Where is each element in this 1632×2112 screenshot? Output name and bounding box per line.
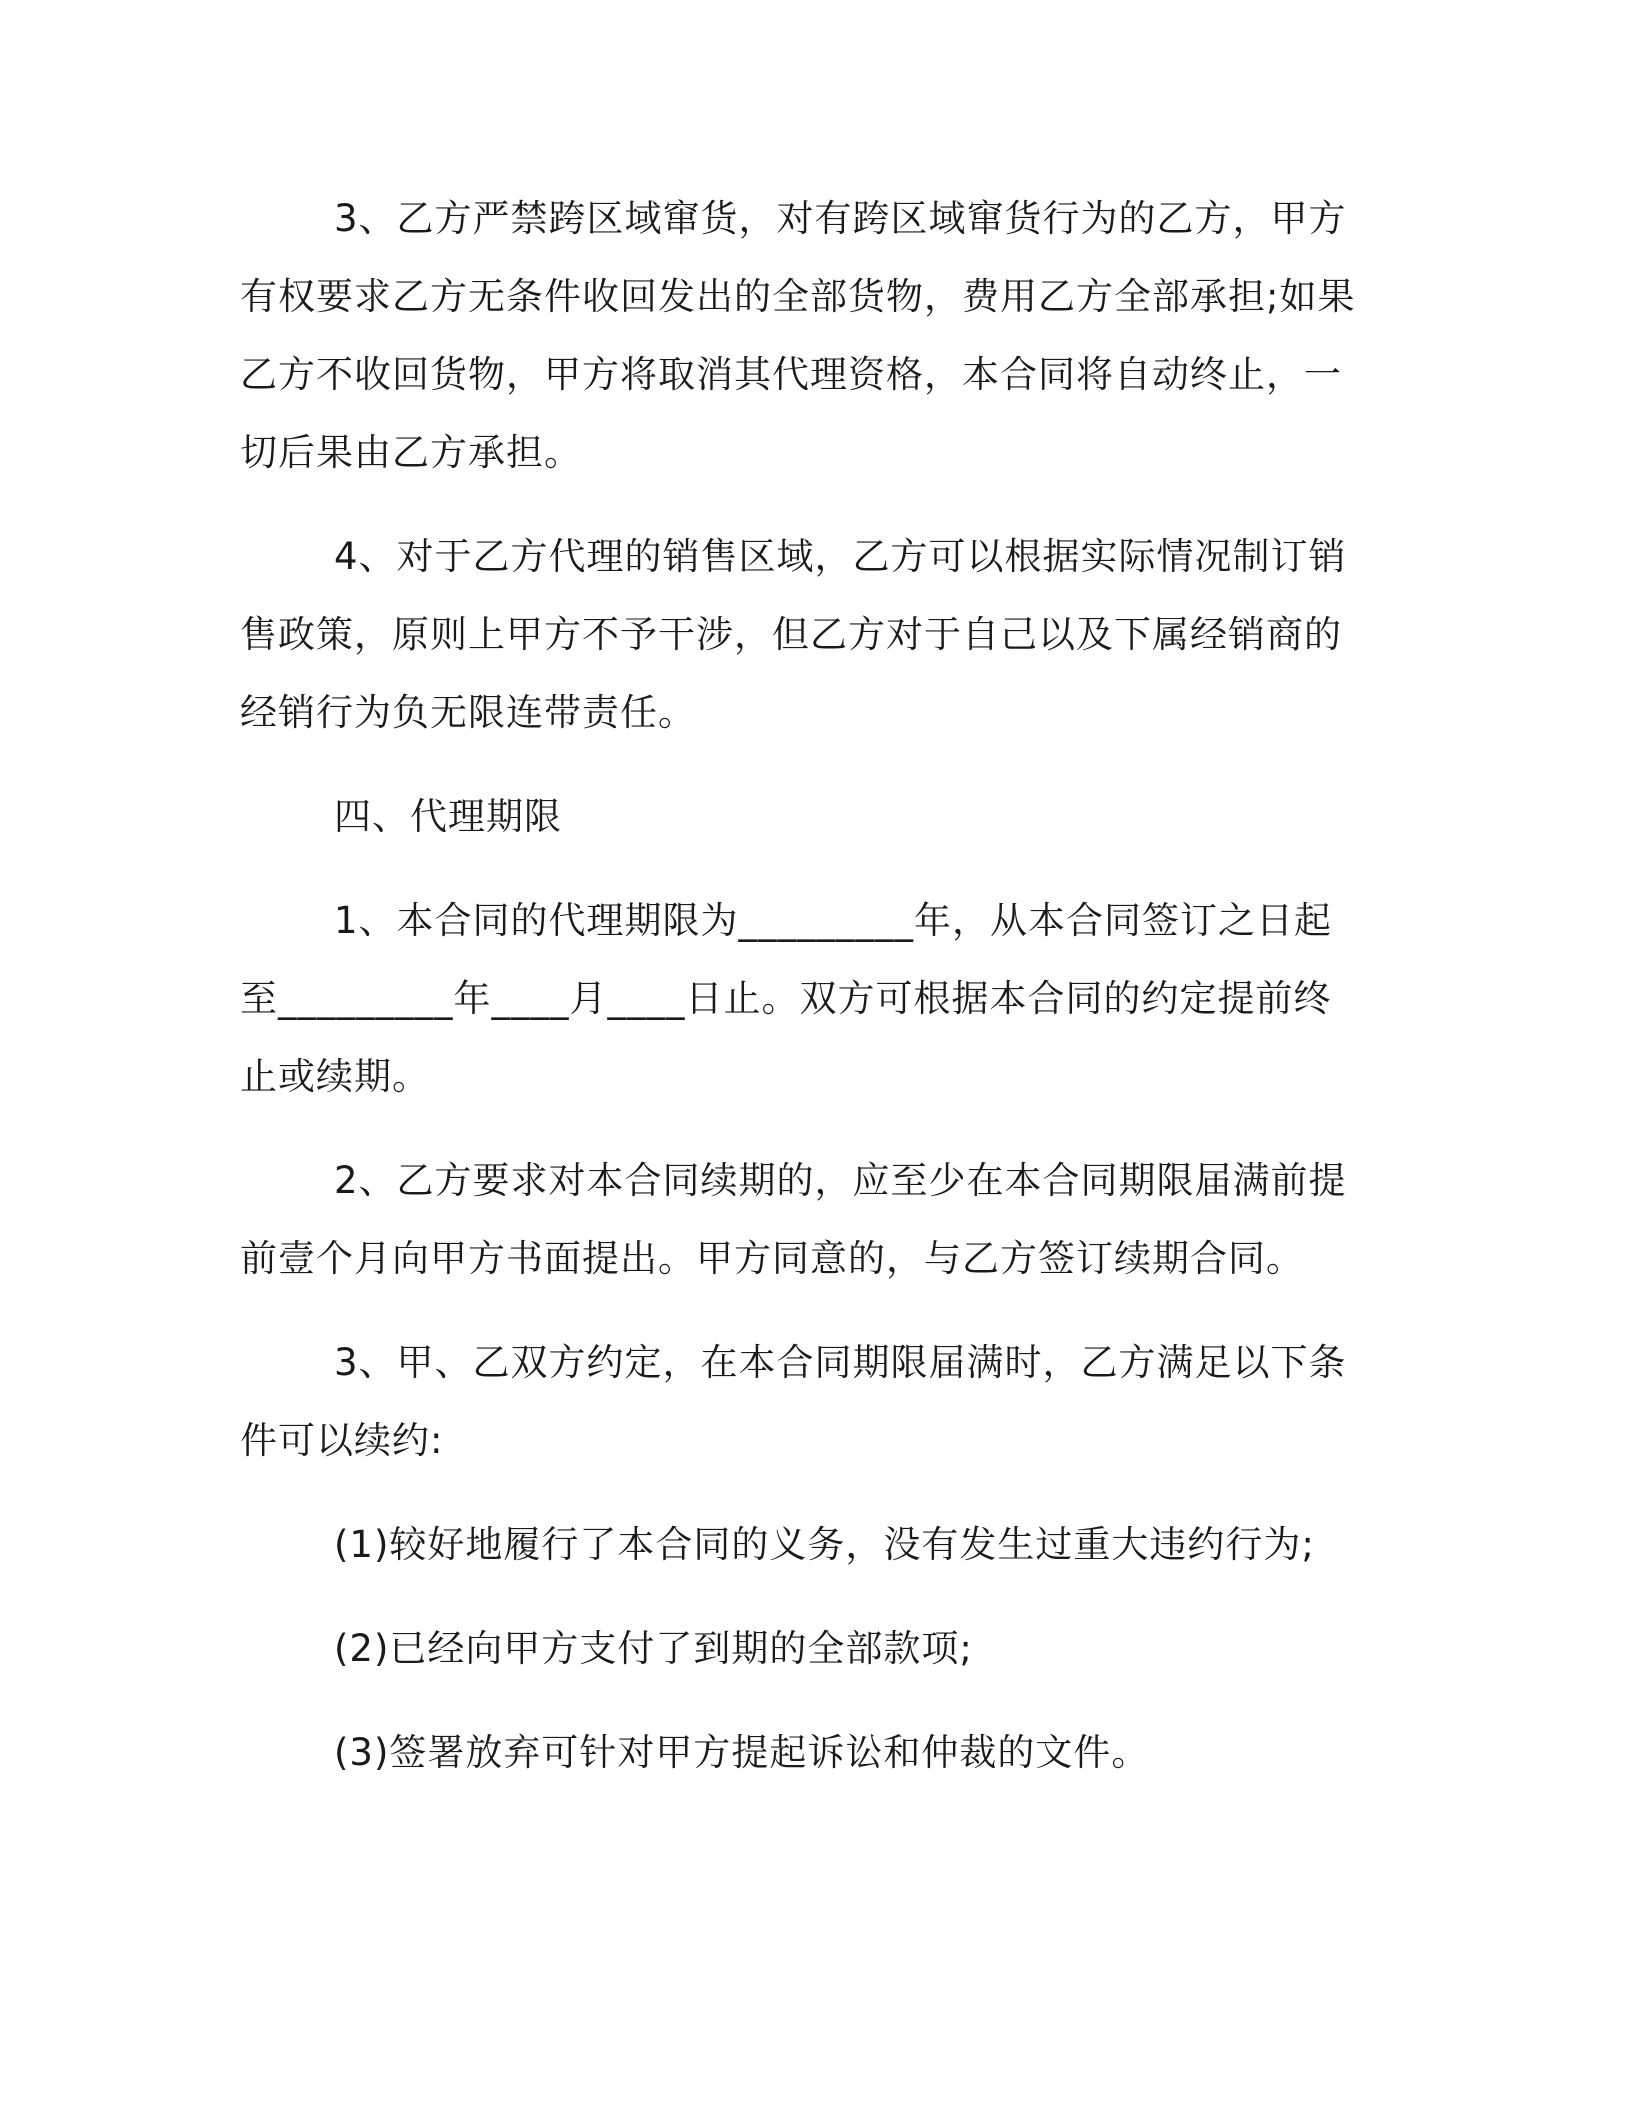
clause-4-sales-policy: 4、对于乙方代理的销售区域，乙方可以根据实际情况制订销售政策，原则上甲方不予干涉，但乙方对于自己以及下属经销商的经销行为负无限连带责任。 (240, 535, 1347, 734)
term-clause-3: 3、甲、乙双方约定，在本合同期限届满时，乙方满足以下条件可以续约: (240, 1341, 1347, 1462)
clause-3-cross-region: 3、乙方严禁跨区域窜货，对有跨区域窜货行为的乙方，甲方有权要求乙方无条件收回发出的全部货物，费用乙方全部承担;如果乙方不收回货物，甲方将取消其代理资格，本合同将自动终止，一切后果由乙方承担。 (240, 197, 1356, 474)
condition-3: (3)签署放弃可针对甲方提起诉讼和仲裁的文件。 (334, 1731, 1150, 1774)
condition-2: (2)已经向甲方支付了到期的全部款项; (334, 1627, 973, 1670)
section-heading-agency-term: 四、代理期限 (334, 795, 562, 838)
term-clause-2: 2、乙方要求对本合同续期的，应至少在本合同期限届满前提前壹个月向甲方书面提出。甲方同意的，与乙方签订续期合同。 (240, 1159, 1347, 1280)
document-body (240, 180, 1360, 1818)
condition-1: (1)较好地履行了本合同的义务，没有发生过重大违约行为; (334, 1523, 1315, 1566)
term-clause-1: 1、本合同的代理期限为_________年，从本合同签订之日起至_________年____月____日止。双方可根据本合同的约定提前终止或续期。 (240, 899, 1333, 1098)
